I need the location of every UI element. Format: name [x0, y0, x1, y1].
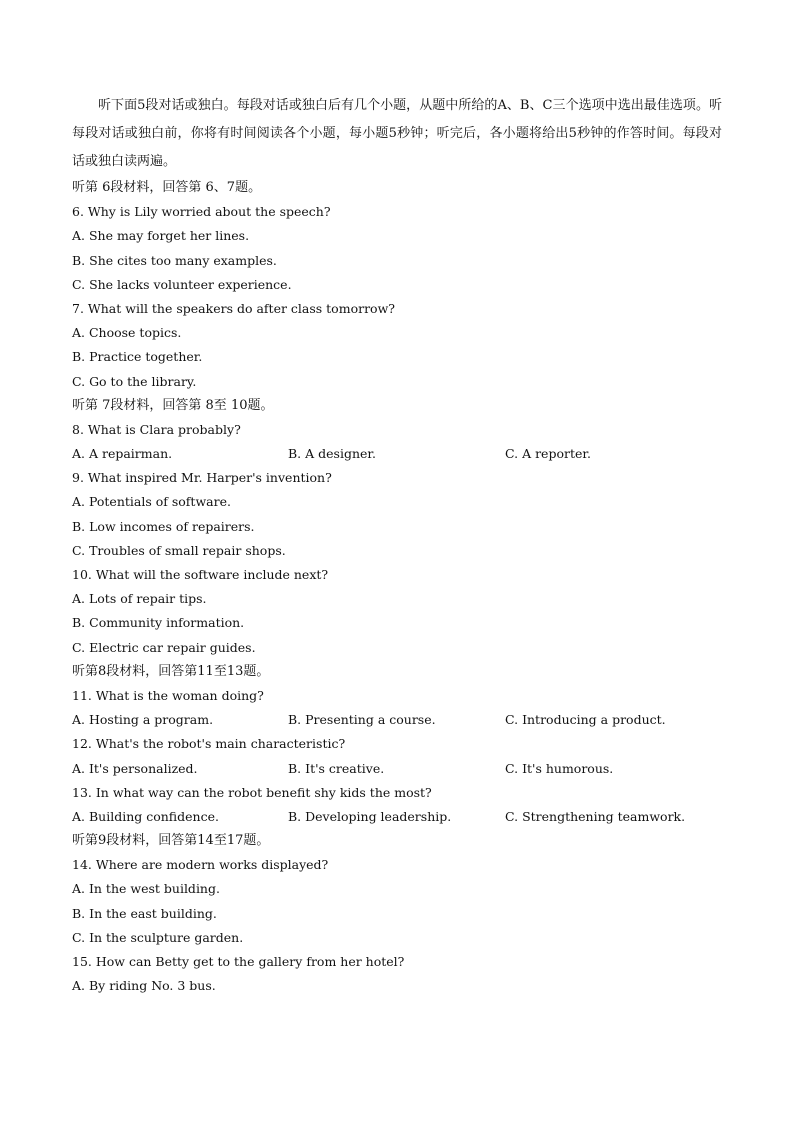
question-7-option-a: A. Choose topics.: [72, 325, 182, 341]
question-10-option-a: A. Lots of repair tips.: [72, 591, 207, 607]
question-8-option-b: B. A designer.: [288, 446, 376, 462]
question-12-option-a: A. It's personalized.: [72, 760, 198, 776]
question-7-option-b: B. Practice together.: [72, 349, 203, 365]
question-10-option-c: C. Electric car repair guides.: [72, 639, 256, 655]
question-11-stem: 11. What is the woman doing?: [72, 687, 264, 703]
question-14-option-b: B. In the east building.: [72, 905, 217, 921]
question-11-option-c: C. Introducing a product.: [505, 712, 666, 728]
question-6-option-c: C. She lacks volunteer experience.: [72, 276, 292, 292]
question-12-stem: 12. What's the robot's main characteristic?: [72, 736, 346, 752]
question-15-option-a: A. By riding No. 3 bus.: [72, 978, 216, 994]
question-8-option-c: C. A reporter.: [505, 446, 591, 462]
section-heading-11-13: 听第8段材料，回答第11至13题。: [72, 663, 270, 679]
question-12-option-c: C. It's humorous.: [505, 760, 614, 776]
question-14-stem: 14. Where are modern works displayed?: [72, 857, 329, 873]
question-13-option-a: A. Building confidence.: [72, 808, 219, 824]
question-12-option-b: B. It's creative.: [288, 760, 385, 776]
section-heading-8-10: 听第 7段材料，回答第 8至 10题。: [72, 397, 274, 413]
question-11-option-b: B. Presenting a course.: [288, 712, 436, 728]
question-9-option-a: A. Potentials of software.: [72, 494, 231, 510]
question-9-option-b: B. Low incomes of repairers.: [72, 518, 255, 534]
section-heading-6-7: 听第 6段材料，回答第 6、7题。: [72, 180, 262, 195]
question-9-option-c: C. Troubles of small repair shops.: [72, 542, 286, 558]
question-8-stem: 8. What is Clara probably?: [72, 421, 241, 437]
question-10-stem: 10. What will the software include next?: [72, 567, 329, 582]
question-14-option-a: A. In the west building.: [72, 881, 220, 897]
listening-instructions: 听下面5段对话或独白。每段对话或独白后有几个小题，从题中所给的A、B、C三个选项中选出最佳选项。听每段对话或独白前，你将有时间阅读各个小题，每小题5秒钟；听完后，各小题将给出5秒钟的作答时间。每段对话或独白读两遍。: [72, 98, 722, 169]
question-13-options: [72, 805, 722, 829]
question-13-option-c: C. Strengthening teamwork.: [505, 808, 686, 824]
question-8-option-a: A. A repairman.: [72, 446, 173, 462]
document-page: [72, 92, 722, 998]
question-10-option-b: B. Community information.: [72, 615, 245, 631]
section-heading-14-17: 听第9段材料，回答第14至17题。: [72, 833, 270, 849]
question-15-stem: 15. How can Betty get to the gallery from her hotel?: [72, 954, 405, 969]
question-12-options: [72, 757, 722, 781]
question-6-option-b: B. She cites too many examples.: [72, 252, 277, 268]
question-8-options: [72, 442, 722, 466]
question-7-stem: 7. What will the speakers do after class tomorrow?: [72, 300, 395, 316]
question-11-option-a: A. Hosting a program.: [72, 712, 214, 728]
question-11-options: [72, 708, 722, 732]
question-6-option-a: A. She may forget her lines.: [72, 228, 250, 244]
question-7-option-c: C. Go to the library.: [72, 373, 197, 389]
question-14-option-c: C. In the sculpture garden.: [72, 929, 244, 945]
question-9-stem: 9. What inspired Mr. Harper's invention?: [72, 470, 332, 486]
question-13-option-b: B. Developing leadership.: [288, 808, 452, 824]
question-13-stem: 13. In what way can the robot benefit shy kids the most?: [72, 784, 432, 800]
question-6-stem: 6. Why is Lily worried about the speech?: [72, 204, 331, 220]
